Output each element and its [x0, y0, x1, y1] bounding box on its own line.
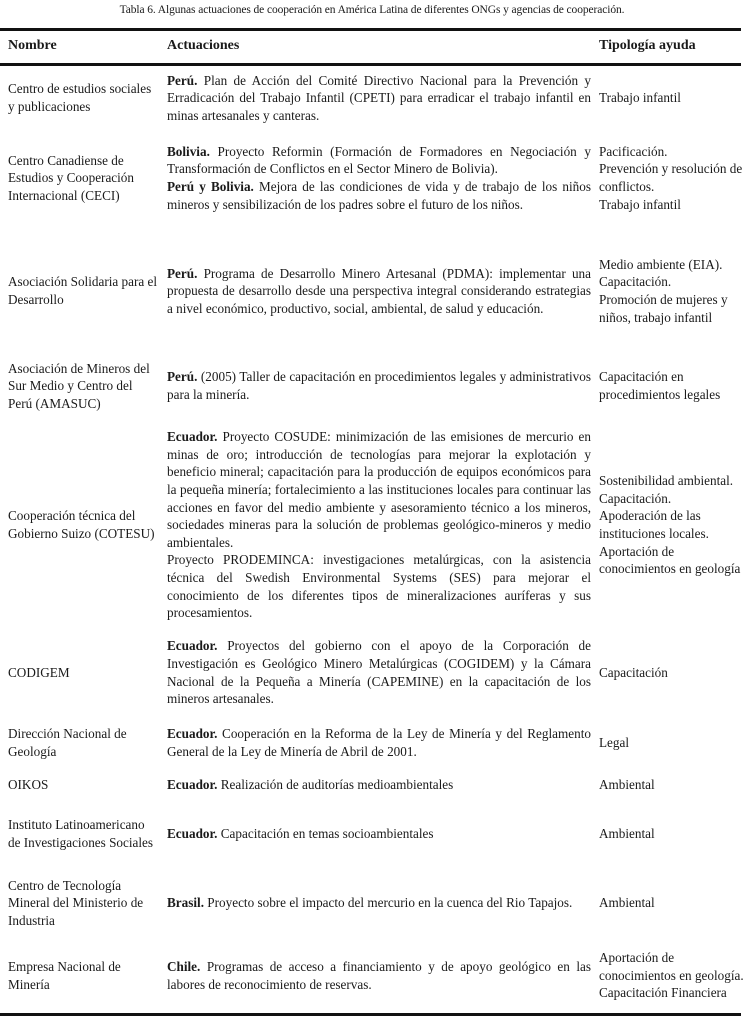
cell-nombre — [8, 70, 158, 126]
country-label: Perú. — [167, 72, 198, 88]
organization-name: Asociación de Mineros del Sur Medio y Centro del Perú (AMASUC) — [8, 360, 150, 411]
cell-nombre — [8, 630, 158, 715]
header-nombre: Nombre — [8, 38, 57, 53]
cell-tipologia — [599, 630, 744, 715]
header-tipologia: Tipología ayuda — [599, 38, 696, 53]
country-label: Ecuador. — [167, 429, 218, 445]
cell-tipologia — [599, 868, 744, 938]
organization-name: Instituto Latinoamericano de Investigaciones Sociales — [8, 817, 154, 850]
cell-tipologia — [599, 352, 744, 420]
tipologia-item: Legal — [599, 734, 630, 750]
cell-actuaciones — [167, 868, 591, 938]
cell-tipologia — [599, 126, 744, 230]
organization-name: Asociación Solidaria para el Desarrollo — [8, 274, 158, 307]
country-label: Ecuador. — [167, 826, 218, 842]
cell-actuaciones — [167, 420, 591, 630]
country-label: Perú y Bolivia. — [167, 179, 254, 194]
actuacion-paragraph — [167, 143, 591, 178]
actuacion-paragraph — [167, 637, 591, 707]
cell-nombre — [8, 230, 158, 352]
cell-actuaciones — [167, 352, 591, 420]
actuacion-text: Proyecto PRODEMINCA: investigaciones metalúrgicas, con la asistencia técnica del Swedish Environmental Systems (SES) para mejorar el conocimiento de los diferentes tipos de mineralizaciones auríferas y sus procesamientos. — [167, 552, 591, 621]
cell-tipologia — [599, 230, 744, 352]
tipologia-item: Ambiental — [599, 895, 655, 911]
cell-tipologia — [599, 715, 744, 770]
table-row — [0, 800, 744, 868]
actuacion-text: Realización de auditorías medioambientales — [217, 777, 454, 793]
actuacion-text: Programas de acceso a financiamiento y de apoyo geológico en las labores de reconocimiento de reservas. — [167, 958, 591, 992]
cell-actuaciones — [167, 938, 591, 1013]
actuacion-paragraph — [167, 725, 591, 760]
cell-nombre — [8, 352, 158, 420]
table-row — [0, 630, 744, 715]
table-row — [0, 868, 744, 938]
country-label: Ecuador. — [167, 725, 218, 741]
actuacion-paragraph — [167, 265, 591, 318]
actuacion-text: Programa de Desarrollo Minero Artesanal (PDMA): implementar una propuesta de desarrollo desde una perspectiva integral considerando estrategias a nivel económico, productivo, social, ambiental, de salud y educación. — [167, 265, 591, 316]
actuacion-text: Mejora de las condiciones de vida y de trabajo de los niños mineros y sensibilización de los padres sobre el futuro de los niños. — [167, 179, 591, 212]
tipologia-item: Capacitación en procedimientos legales — [599, 369, 721, 402]
actuacion-paragraph — [167, 72, 591, 125]
actuacion-paragraph — [167, 368, 591, 403]
header-actuaciones: Actuaciones — [167, 38, 240, 53]
cell-tipologia — [599, 70, 744, 126]
tipologia-item: Promoción de mujeres y niños, trabajo infantil — [599, 292, 728, 325]
cell-nombre — [8, 715, 158, 770]
actuacion-text: (2005) Taller de capacitación en procedimientos legales y administrativos para la minería. — [167, 369, 591, 402]
cell-tipologia — [599, 800, 744, 868]
tipologia-item: Trabajo infantil — [599, 90, 681, 106]
country-label: Ecuador. — [167, 777, 218, 793]
cell-actuaciones — [167, 230, 591, 352]
table-header-rule — [0, 63, 741, 66]
organization-name: Cooperación técnica del Gobierno Suizo (COTESU) — [8, 508, 155, 541]
country-label: Perú. — [167, 265, 198, 281]
organization-name: Centro de Tecnología Mineral del Ministerio de Industria — [8, 877, 144, 928]
tipologia-item: Ambiental — [599, 777, 655, 793]
cell-tipologia — [599, 938, 744, 1013]
table-row — [0, 230, 744, 352]
country-label: Chile. — [167, 958, 201, 974]
organization-name: OIKOS — [8, 777, 49, 793]
tipologia-item: Pacificación. — [599, 143, 668, 159]
cell-nombre — [8, 800, 158, 868]
actuacion-paragraph — [167, 825, 591, 843]
table-row — [0, 126, 744, 230]
table-bottom-rule — [0, 1013, 741, 1016]
actuacion-text: Proyecto sobre el impacto del mercurio en la cuenca del Rio Tapajos. — [204, 895, 573, 911]
tipologia-item: Capacitación Financiera — [599, 985, 727, 1001]
table-row — [0, 770, 744, 800]
actuacion-paragraph — [167, 428, 591, 551]
actuacion-text: Proyectos del gobierno con el apoyo de la Corporación de Investigación es Geológico Minero Metalúrgicas (COGIDEM) y la Cámara Nacional de la Pequeña a Minería (CAPEMINE) en la capacitación de los mineros artesanales. — [167, 638, 591, 707]
tipologia-item: Capacitación. — [599, 490, 672, 506]
cell-actuaciones — [167, 630, 591, 715]
table-row — [0, 352, 744, 420]
actuacion-paragraph — [167, 551, 591, 621]
cell-actuaciones — [167, 126, 591, 230]
actuacion-text: Cooperación en la Reforma de la Ley de Minería y del Reglamento General de la Ley de Minería de Abril de 2001. — [167, 725, 591, 759]
organization-name: Centro Canadiense de Estudios y Cooperación Internacional (CECI) — [8, 152, 134, 203]
cell-actuaciones — [167, 70, 591, 126]
actuacion-text: Capacitación en temas socioambientales — [217, 826, 434, 842]
cell-actuaciones — [167, 800, 591, 868]
tipologia-item: Prevención y resolución de conflictos. — [599, 161, 743, 194]
cell-tipologia — [599, 420, 744, 630]
cell-nombre — [8, 126, 158, 230]
table-row — [0, 715, 744, 770]
tipologia-item: Capacitación. — [599, 274, 672, 290]
table-row — [0, 70, 744, 126]
actuacion-paragraph — [167, 776, 591, 794]
organization-name: Empresa Nacional de Minería — [8, 958, 121, 992]
organization-name: Centro de estudios sociales y publicaciones — [8, 81, 152, 114]
table-row — [0, 420, 744, 630]
table-row — [0, 938, 744, 1013]
tipologia-item: Sostenibilidad ambiental. — [599, 473, 734, 489]
tipologia-item: Apoderación de las instituciones locales. — [599, 508, 709, 541]
country-label: Perú. — [167, 369, 198, 385]
table-top-rule — [0, 28, 741, 31]
country-label: Bolivia. — [167, 143, 210, 159]
tipologia-item: Capacitación — [599, 664, 668, 680]
tipologia-item: Medio ambiente (EIA). — [599, 256, 723, 272]
actuacion-paragraph — [167, 958, 591, 993]
actuacion-text: Proyecto Reformin (Formación de Formadores en Negociación y Transformación de Conflictos en el Sector Minero de Bolivia). — [167, 143, 591, 177]
actuacion-paragraph — [167, 178, 591, 213]
country-label: Brasil. — [167, 895, 204, 911]
organization-name: Dirección Nacional de Geología — [8, 725, 127, 759]
actuacion-text: Proyecto COSUDE: minimización de las emisiones de mercurio en minas de oro; introducción de tecnologías para mejorar la explotación y beneficio mineral; capacitación para la producción de equipos económicos para la pequeña minería; fortalecimiento a las instituciones locales para continuar las acciones en favor del medio ambiente y asesoramiento técnico a los mineros, sociedades mineras para la solución de problemas geológico-mineros y medio ambientales. — [167, 429, 591, 550]
cell-actuaciones — [167, 770, 591, 800]
organization-name: CODIGEM — [8, 664, 70, 680]
country-label: Ecuador. — [167, 638, 218, 654]
cell-nombre — [8, 770, 158, 800]
cell-nombre — [8, 868, 158, 938]
cell-actuaciones — [167, 715, 591, 770]
actuacion-paragraph — [167, 894, 591, 912]
cell-nombre — [8, 420, 158, 630]
cell-nombre — [8, 938, 158, 1013]
table-caption: Tabla 6. Algunas actuaciones de cooperación en América Latina de diferentes ONGs y agencias de cooperación. — [119, 4, 625, 16]
tipologia-item: Trabajo infantil — [599, 196, 681, 212]
tipologia-item: Ambiental — [599, 826, 655, 842]
cell-tipologia — [599, 770, 744, 800]
tipologia-item: Aportación de conocimientos en geología — [599, 543, 741, 577]
tipologia-item: Aportación de conocimientos en geología. — [599, 950, 744, 983]
actuacion-text: Plan de Acción del Comité Directivo Nacional para la Prevención y Erradicación del Trabajo Infantil (CPETI) para erradicar el trabajo infantil en minas artesanales y canteras. — [167, 72, 591, 123]
